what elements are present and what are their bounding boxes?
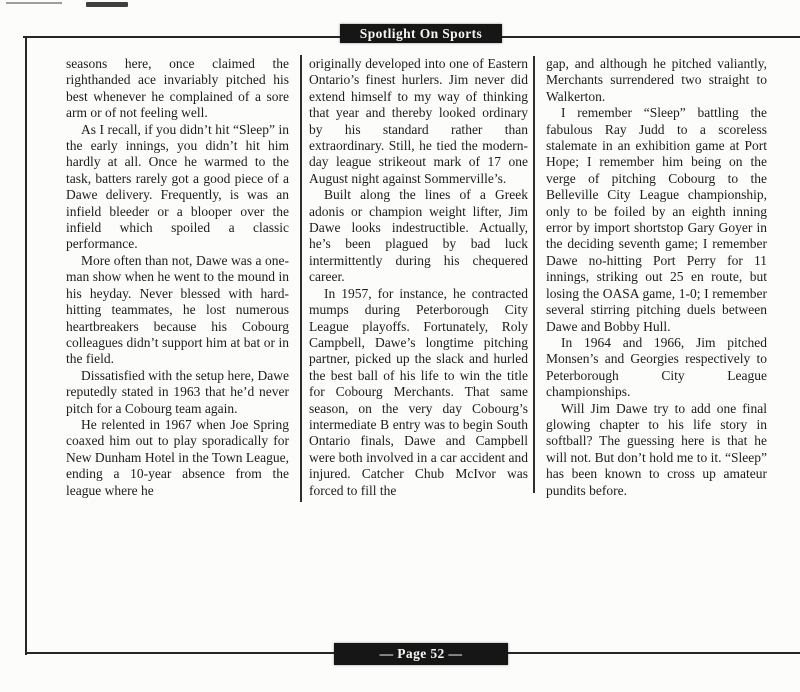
column-divider	[300, 55, 302, 502]
paragraph: Built along the lines of a Greek adonis or champion weight lifter, Jim Dawe looks indestructible. Actually, he’s been plagued by bad luck intermittently during his chequered career.	[309, 187, 528, 285]
page-border-left	[25, 36, 27, 655]
paragraph: seasons here, once claimed the righthanded ace invariably pitched his best whenever he complained of a sore arm or of not feeling well.	[66, 56, 289, 121]
footer-banner	[334, 643, 508, 665]
header-banner-text: Spotlight On Sports	[359, 25, 483, 41]
footer-banner-text: — Page 52 —	[379, 646, 463, 661]
paragraph: Will Jim Dawe try to add one final glowing chapter to his life story in softball? The guessing here is that he will not. But don’t hold me to it. “Sleep” has been known to cross up amateur pundits before.	[546, 400, 767, 498]
paragraph: In 1957, for instance, he contracted mumps during Peterborough City League playoffs. Fortunately, Roly Campbell, Dawe’s longtime pitching partner, picked up the slack and hurled the best ball of his life to win the title for Cobourg Merchants. That same season, on the very day Cobourg’s intermediate B entry was to begin South Ontario finals, Dawe and Campbell were both involved in a car accident and injured. Catcher Chub McIvor was forced to fill the	[309, 285, 528, 498]
paragraph: I remember “Sleep” battling the fabulous Ray Judd to a scoreless stalemate in an exhibition game at Port Hope; I remember him being on the verge of pitching Cobourg to the Belleville City League championship, only to be foiled by an eighth inning error by import shortstop Gary Goyer in the deciding seventh game; I remember Dawe no-hitting Port Perry for 11 innings, striking out 25 en route, but losing the OASA game, 1-0; I remember several stirring pitching duels between Dawe and Bobby Hull.	[546, 105, 767, 334]
header-banner	[340, 24, 502, 43]
paragraph: Dissatisfied with the setup here, Dawe reputedly stated in 1963 that he’d never pitch for a Cobourg team again.	[66, 367, 289, 416]
article-column-2	[309, 56, 528, 499]
paragraph: More often than not, Dawe was a one-man show when he went to the mound in his heyday. Never blessed with hard-hitting teammates, he lost numerous heartbreakers because his Cobourg colleagues didn’t support him at bat or in the field.	[66, 252, 289, 367]
paragraph: originally developed into one of Eastern Ontario’s finest hurlers. Jim never did extend himself to my way of thinking that year and thereby looked ordinary by his standard rather than extraordinary. Still, he tied the modern-day league strikeout mark of 17 one August night against Sommerville’s.	[309, 56, 528, 186]
article-column-1	[66, 56, 289, 499]
paragraph: As I recall, if you didn’t hit “Sleep” in the early innings, you didn’t hit him hardly at all. Once he warmed to the task, batters rarely got a good piece of a Dawe delivery. Frequently, is was an infield bleeder or a blooper over the infield which spoiled a classic performance.	[66, 121, 289, 252]
article-column-3	[546, 56, 767, 499]
paragraph: gap, and although he pitched valiantly, Merchants surrendered two straight to Walkerton.	[546, 56, 767, 104]
paragraph: He relented in 1967 when Joe Spring coaxed him out to play sporadically for New Dunham Hotel in the Town League, ending a 10-year absence from the league where he	[66, 416, 289, 498]
paragraph: In 1964 and 1966, Jim pitched Monsen’s and Georgies respectively to Peterborough City League championships.	[546, 334, 767, 400]
scan-artifact	[6, 2, 62, 4]
scan-artifact	[86, 2, 128, 7]
column-divider	[533, 56, 535, 493]
